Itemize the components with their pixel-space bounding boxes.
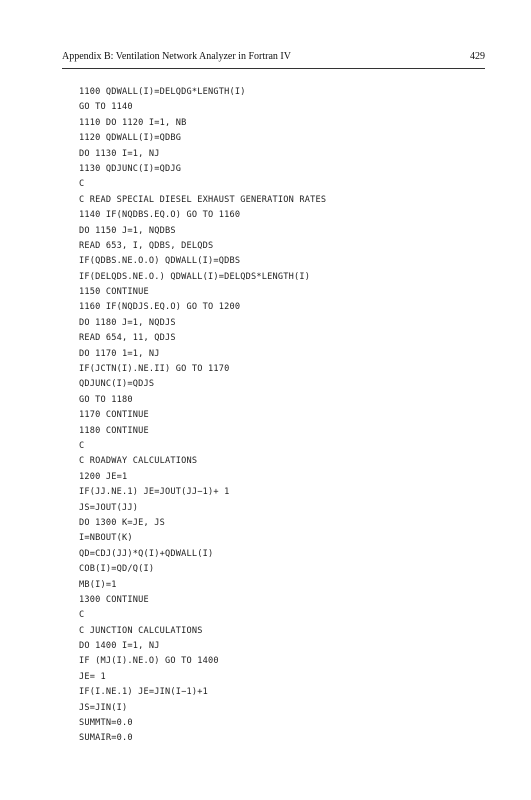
- code-line: C ROADWAY CALCULATIONS: [79, 456, 198, 467]
- code-line: C: [79, 610, 85, 621]
- code-line: C JUNCTION CALCULATIONS: [79, 625, 203, 636]
- code-line: DO 1300 K=JE, JS: [79, 517, 165, 528]
- code-line: IF(JCTN(I).NE.II) GO TO 1170: [79, 364, 230, 375]
- code-line: QD=CDJ(JJ)*Q(I)+QDWALL(I): [79, 548, 214, 559]
- code-line: MB(I)=1: [79, 579, 117, 590]
- code-line: 1110 DO 1120 I=1, NB: [79, 117, 187, 128]
- code-line: DO 1400 I=1, NJ: [79, 641, 160, 652]
- page-number: 429: [470, 51, 485, 62]
- code-line: I=NBOUT(K): [79, 533, 133, 544]
- fortran-code-listing: [79, 85, 326, 747]
- code-line: 1120 QDWALL(I)=QDBG: [79, 133, 182, 144]
- code-line: IF(QDBS.NE.O.O) QDWALL(I)=QDBS: [79, 256, 241, 267]
- code-line: READ 653, I, QDBS, DELQDS: [79, 240, 214, 251]
- header-rule: [62, 68, 485, 69]
- code-line: DO 1170 1=1, NJ: [79, 348, 160, 359]
- code-line: GO TO 1140: [79, 102, 133, 113]
- code-line: JS=JOUT(JJ): [79, 502, 139, 513]
- code-line: QDJUNC(I)=QDJS: [79, 379, 155, 390]
- code-line: JS=JIN(I): [79, 702, 128, 713]
- code-line: C: [79, 179, 85, 190]
- code-line: READ 654, 11, QDJS: [79, 333, 176, 344]
- code-line: 1130 QDJUNC(I)=QDJG: [79, 163, 182, 174]
- code-line: 1160 IF(NQDJS.EQ.O) GO TO 1200: [79, 302, 241, 313]
- code-line: DO 1150 J=1, NQDBS: [79, 225, 176, 236]
- code-line: 1170 CONTINUE: [79, 410, 149, 421]
- header-title: Appendix B: Ventilation Network Analyzer in Fortran IV: [62, 51, 291, 62]
- code-line: SUMMTN=0.0: [79, 718, 133, 729]
- code-line: IF(I.NE.1) JE=JIN(I−1)+1: [79, 687, 208, 698]
- code-line: IF(JJ.NE.1) JE=JOUT(JJ−1)+ 1: [79, 487, 230, 498]
- code-line: GO TO 1180: [79, 394, 133, 405]
- code-line: 1100 QDWALL(I)=DELQDG*LENGTH(I): [79, 87, 246, 97]
- code-line: 1300 CONTINUE: [79, 594, 149, 605]
- code-line: C: [79, 440, 85, 451]
- code-line: SUMAIR=0.0: [79, 733, 133, 744]
- code-line: IF(DELQDS.NE.O.) QDWALL(I)=DELQDS*LENGTH(I): [79, 271, 311, 282]
- code-line: C READ SPECIAL DIESEL EXHAUST GENERATION RATES: [79, 194, 327, 205]
- code-line: IF (MJ(I).NE.O) GO TO 1400: [79, 656, 219, 667]
- code-line: 1200 JE=1: [79, 471, 128, 482]
- running-header: [62, 51, 485, 65]
- code-line: DO 1130 I=1, NJ: [79, 148, 160, 159]
- code-line: DO 1180 J=1, NQDJS: [79, 317, 176, 328]
- code-line: JE= 1: [79, 671, 106, 682]
- code-line: 1140 IF(NQDBS.EQ.O) GO TO 1160: [79, 210, 241, 221]
- code-line: 1150 CONTINUE: [79, 287, 149, 298]
- code-line: 1180 CONTINUE: [79, 425, 149, 436]
- code-line: COB(I)=QD/Q(I): [79, 564, 155, 575]
